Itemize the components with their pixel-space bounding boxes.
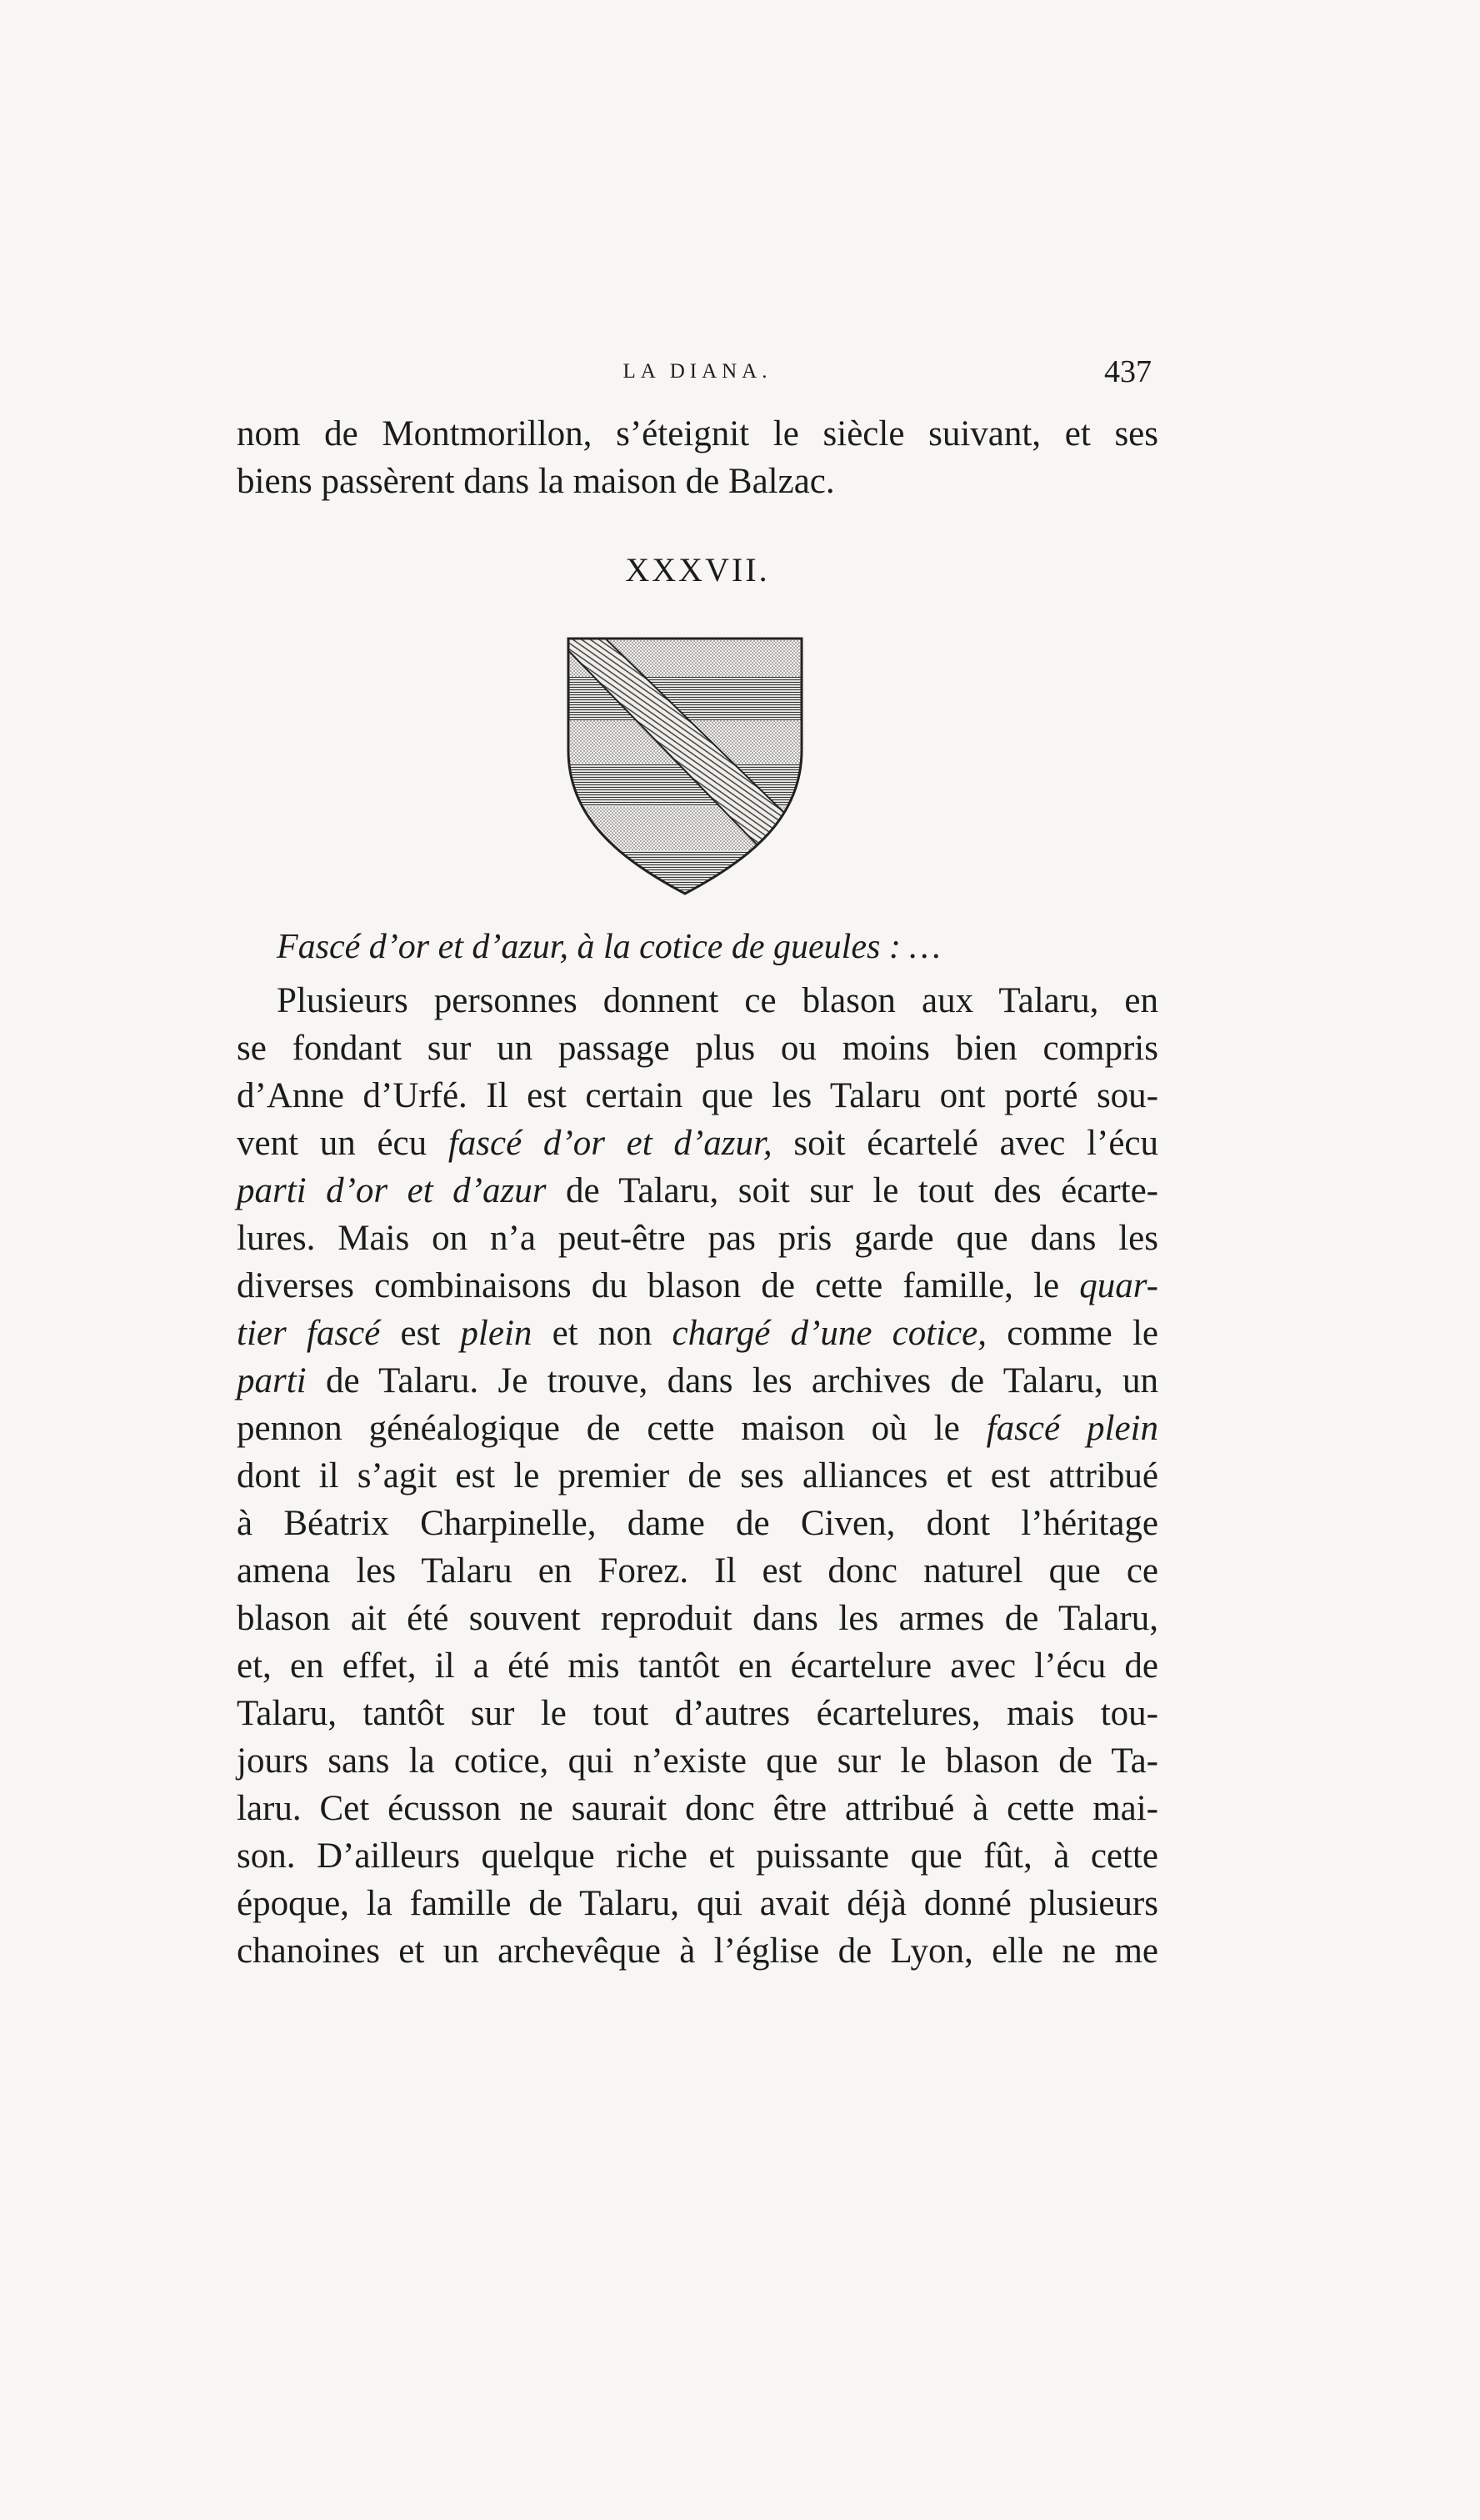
text-line: époque, la famille de Talaru, qui avait déjà donné plusieurs [237, 1884, 1158, 1923]
text-line [237, 1357, 1158, 1405]
text-line: jours sans la cotice, qui n’existe que sur le blason de Ta- [237, 1741, 1158, 1781]
running-title: LA DIANA. [622, 360, 772, 383]
text-line: son. D’ailleurs quelque riche et puissante que fût, à cette [237, 1836, 1158, 1876]
italic-run: tier fascé [237, 1314, 381, 1353]
text-line: lures. Mais on n’a peut-être pas pris garde que dans les [237, 1219, 1158, 1258]
text-run: comme le [1007, 1314, 1158, 1353]
text-run: de Talaru. Je trouve, dans les archives de Talaru, un [326, 1361, 1159, 1400]
text-line: chanoines et un archevêque à l’église de Lyon, elle ne me [237, 1931, 1158, 1971]
text-line: amena les Talaru en Forez. Il est donc naturel que ce [237, 1551, 1158, 1591]
italic-run: fascé plein [986, 1409, 1158, 1448]
opening-lines [237, 410, 1158, 505]
text-line: se fondant sur un passage plus ou moins bien compris [237, 1029, 1158, 1068]
text-run: de Talaru, soit sur le tout des écarte- [565, 1171, 1159, 1210]
text-line [237, 1167, 1158, 1215]
heraldic-shield-icon [560, 634, 810, 900]
text-line: à Béatrix Charpinelle, dame de Civen, dont l’héritage [237, 1504, 1158, 1543]
italic-run: plein [460, 1314, 532, 1353]
text-line: d’Anne d’Urfé. Il est certain que les Talaru ont porté sou- [237, 1076, 1158, 1115]
section-heading: XXXVII. [625, 551, 770, 589]
text-line: Plusieurs personnes donnent ce blason aux Talaru, en [277, 981, 1158, 1020]
text-run: et non [552, 1314, 652, 1353]
text-line [237, 1405, 1158, 1452]
text-line: dont il s’agit est le premier de ses alliances et est attribué [237, 1456, 1158, 1495]
text-line: blason ait été souvent reproduit dans les armes de Talaru, [237, 1599, 1158, 1638]
text-run: vent un écu [237, 1124, 428, 1163]
text-run: pennon généalogique de cette maison où le [237, 1409, 960, 1448]
text-run: est [400, 1314, 441, 1353]
page-number: 437 [1104, 354, 1152, 389]
text-line [237, 1262, 1158, 1310]
main-paragraph [237, 977, 1158, 1975]
blazon-caption: Fascé d’or et d’azur, à la cotice de gueules : … [277, 928, 941, 966]
italic-run: parti [237, 1361, 307, 1400]
text-line: et, en effet, il a été mis tantôt en écartelure avec l’écu de [237, 1646, 1158, 1686]
text-line: biens passèrent dans la maison de Balzac. [237, 462, 835, 501]
text-line: nom de Montmorillon, s’éteignit le siècle suivant, et ses [237, 414, 1158, 453]
italic-run: parti d’or et d’azur [237, 1171, 547, 1210]
text-run: soit écartelé avec l’écu [793, 1124, 1158, 1163]
text-run: diverses combinaisons du blason de cette famille, le [237, 1266, 1060, 1305]
running-header [237, 353, 1158, 403]
text-line: Talaru, tantôt sur le tout d’autres écartelures, mais tou- [237, 1694, 1158, 1733]
text-line: laru. Cet écusson ne saurait donc être attribué à cette mai- [237, 1789, 1158, 1828]
text-line [237, 1310, 1158, 1357]
text-line [237, 1120, 1158, 1167]
italic-run: chargé d’une cotice, [672, 1314, 988, 1353]
italic-run: quar- [1079, 1266, 1158, 1305]
italic-run: fascé d’or et d’azur, [448, 1124, 772, 1163]
